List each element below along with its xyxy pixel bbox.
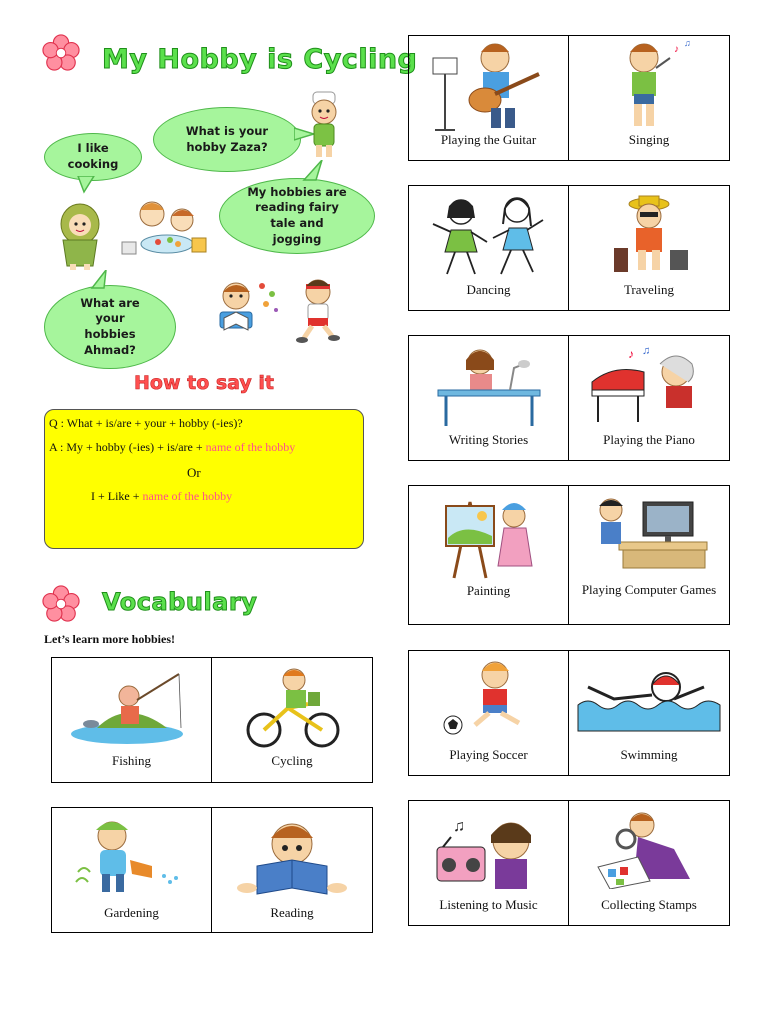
hobby-card-row [51, 657, 373, 783]
howto-title: How to say it [134, 372, 275, 394]
bubble-cooking: I like cooking [44, 133, 142, 181]
boy-reading-illustration [210, 276, 284, 338]
hobby-label: Painting [466, 583, 511, 598]
hobby-label: Swimming [620, 747, 678, 762]
hobby-label: Dancing [466, 282, 511, 297]
hobby-label: Reading [270, 905, 314, 920]
hobby-card-music [409, 801, 569, 925]
vocabulary-title: Vocabulary [102, 588, 258, 616]
svg-text:♫: ♫ [684, 38, 691, 48]
svg-text:♪: ♪ [628, 347, 634, 361]
boy-jogging-illustration [290, 276, 346, 344]
alternate-formula: I + Like + name of the hobby [91, 489, 233, 503]
stamps-illustration [594, 809, 704, 889]
hobby-card-writing-stories [409, 336, 569, 460]
boy-cap-illustration [300, 90, 348, 162]
painting-illustration [434, 492, 544, 580]
bubble-hobbies-answer: My hobbies are reading fairy tale and jogging [219, 178, 375, 254]
bubble-ahmad-question: What are your hobbies Ahmad? [44, 285, 176, 369]
question-formula: Q : What + is/are + your + hobby (-ies)? [49, 416, 243, 430]
writing-illustration [434, 342, 544, 428]
bubble-zaza-question: What is your hobby Zaza? [153, 107, 301, 172]
or-text: Or [187, 465, 201, 480]
hobby-label: Fishing [111, 753, 151, 768]
svg-text:♫: ♫ [452, 818, 465, 835]
vocabulary-intro: Let’s learn more hobbies! [44, 632, 175, 646]
bubble-tail [76, 176, 100, 194]
hobby-card-soccer [409, 651, 569, 775]
flower-icon [42, 585, 80, 623]
hobby-card-row [408, 485, 730, 625]
hobby-card-painting [409, 486, 569, 624]
hobby-label: Playing the Guitar [440, 132, 537, 147]
hobby-card-row [51, 807, 373, 933]
bubble-tail [300, 160, 326, 182]
hobby-card-fishing [52, 658, 212, 782]
swimming-illustration [574, 665, 724, 735]
page-title: My Hobby is Cycling [102, 44, 418, 75]
hobby-card-singing [569, 36, 729, 160]
hobby-card-computer-games [569, 486, 729, 624]
hobby-card-row [408, 35, 730, 161]
flower-icon [42, 34, 80, 72]
computer-illustration [589, 494, 709, 570]
hobby-label: Cycling [271, 753, 313, 768]
hobby-card-row [408, 800, 730, 926]
dancing-illustration [429, 194, 549, 278]
guitar-illustration [429, 38, 549, 134]
singing-illustration [604, 38, 694, 132]
piano-illustration [584, 342, 714, 428]
hobby-card-reading [212, 808, 372, 932]
hobby-card-row [408, 650, 730, 776]
soccer-illustration [439, 657, 539, 737]
hobby-card-row [408, 335, 730, 461]
hobby-card-dancing [409, 186, 569, 310]
fishing-illustration [67, 668, 197, 750]
formula-box [44, 409, 364, 549]
answer-formula: A : My + hobby (-ies) + is/are + name of the hobby [49, 440, 296, 454]
hobby-label: Collecting Stamps [601, 897, 697, 912]
hobby-label: Listening to Music [439, 897, 538, 912]
svg-text:♫: ♫ [642, 345, 651, 357]
hobby-card-stamps [569, 801, 729, 925]
cycling-illustration [242, 664, 342, 750]
music-illustration [429, 807, 549, 891]
bubble-tail [88, 270, 110, 290]
hobby-label: Playing Soccer [449, 747, 528, 762]
cooking-kids-illustration [112, 198, 212, 264]
hobby-card-gardening [52, 808, 212, 932]
svg-text:♪: ♪ [674, 44, 679, 55]
hobby-card-cycling [212, 658, 372, 782]
gardening-illustration [72, 816, 192, 900]
girl-hijab-illustration [55, 200, 105, 272]
hobby-label: Playing Computer Games [581, 582, 717, 597]
reading-illustration [227, 814, 357, 900]
hobby-card-traveling [569, 186, 729, 310]
hobby-card-piano [569, 336, 729, 460]
hobby-label: Playing the Piano [603, 432, 695, 447]
hobby-label: Traveling [623, 282, 675, 297]
hobby-label: Singing [628, 132, 670, 147]
hobby-card-swimming [569, 651, 729, 775]
hobby-label: Gardening [104, 905, 159, 920]
hobby-card-guitar [409, 36, 569, 160]
hobby-card-row [408, 185, 730, 311]
hobby-label: Writing Stories [448, 432, 529, 447]
traveling-illustration [604, 192, 694, 280]
